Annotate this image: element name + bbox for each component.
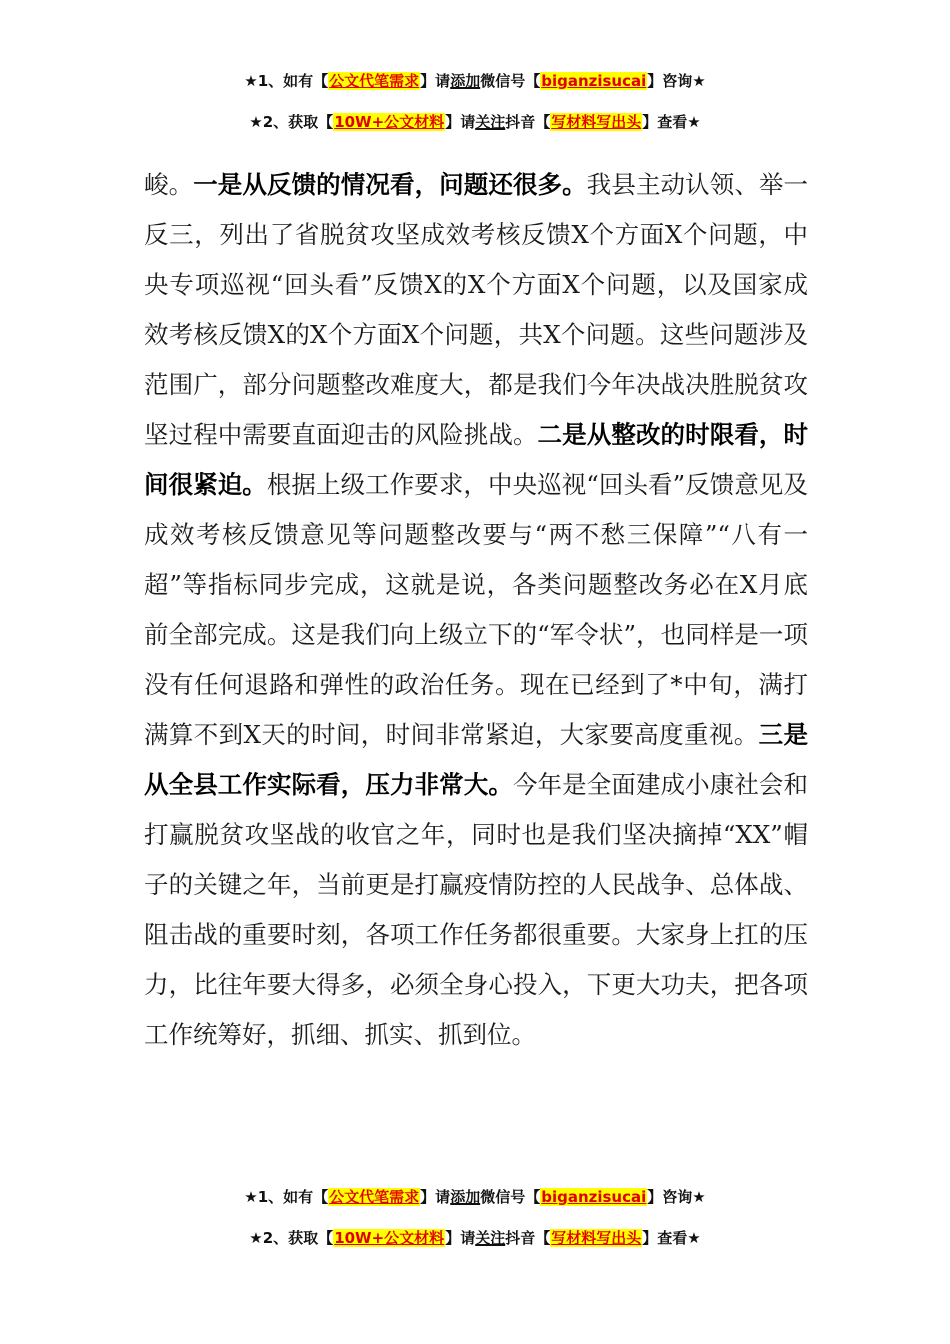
body-text-segment: 今年是全面建成小康社会和打赢脱贫攻坚战的收官之年，同时也是我们坚决摘掉“XX”帽子的关键之年，当前更是打赢疫情防控的人民战争、总体战、阻击战的重要时刻，各项工作任务都很重要。大家身上扛的压力，比往年要大得多，必须全身心投入，下更大功夫，把各项工作统筹好，抓细、抓实、抓到位。 <box>144 770 809 1049</box>
highlight-wechat-id: biganzisucai <box>541 1188 647 1206</box>
banner-text: ★1、如有【 <box>244 72 329 90</box>
banner-text: ★1、如有【 <box>244 1188 329 1206</box>
body-text-segment: 根据上级工作要求，中央巡视“回头看”反馈意见及成效考核反馈意见等问题整改要与“两不愁三保障”“八有一超”等指标同步完成，这就是说，各类问题整改务必在X月底前全部完成。这是我们向上级立下的“军令状”，也同样是一项没有任何退路和弹性的政治任务。现在已经到了*中旬，满打满算不到X天的时间，时间非常紧迫，大家要高度重视。 <box>144 470 808 749</box>
highlight-service: 公文代笔需求 <box>329 72 420 90</box>
banner-text: 抖音【 <box>505 113 551 131</box>
highlight-materials: 10W+公文材料 <box>334 1229 445 1247</box>
highlight-wechat-id: biganzisucai <box>541 72 647 90</box>
body-text-segment: 峻。 <box>144 170 194 199</box>
underlined-text: 关注 <box>475 113 506 131</box>
banner-text: 】请 <box>445 113 476 131</box>
banner-text: 微信号【 <box>480 1188 541 1206</box>
banner-text: 】请 <box>420 72 451 90</box>
banner-text: 】咨询★ <box>647 72 706 90</box>
lead-sentence-3: 三是从全县工作实际看，压力非常大。 <box>144 720 808 799</box>
banner-text: 】查看★ <box>642 113 701 131</box>
bottom-banner-line-2 <box>0 1227 950 1249</box>
bottom-banner-line-1 <box>0 1186 950 1208</box>
underlined-text: 添加 <box>450 72 481 90</box>
banner-text: 】请 <box>445 1229 476 1247</box>
banner-text: 微信号【 <box>480 72 541 90</box>
banner-text: 】咨询★ <box>647 1188 706 1206</box>
highlight-douyin-id: 写材料写出头 <box>551 113 642 131</box>
highlight-service: 公文代笔需求 <box>329 1188 420 1206</box>
banner-text: 】请 <box>420 1188 451 1206</box>
top-banner-line-2 <box>0 111 950 133</box>
highlight-douyin-id: 写材料写出头 <box>551 1229 642 1247</box>
top-banner-line-1 <box>0 70 950 92</box>
lead-sentence-1: 一是从反馈的情况看，问题还很多。 <box>193 170 587 199</box>
banner-text: ★2、获取【 <box>249 113 334 131</box>
highlight-materials: 10W+公文材料 <box>334 113 445 131</box>
banner-text: ★2、获取【 <box>249 1229 334 1247</box>
body-text-segment: 我县主动认领、举一反三，列出了省脱贫攻坚成效考核反馈X个方面X个问题，中央专项巡视“回头看”反馈X的X个方面X个问题，以及国家成效考核反馈X的X个方面X个问题，共X个问题。这些问题涉及范围广，部分问题整改难度大，都是我们今年决战决胜脱贫攻坚过程中需要直面迎击的风险挑战。 <box>144 170 809 449</box>
banner-text: 抖音【 <box>505 1229 551 1247</box>
underlined-text: 关注 <box>475 1229 506 1247</box>
lead-sentence-2: 二是从整改的时限看，时间很紧迫。 <box>144 420 809 499</box>
underlined-text: 添加 <box>450 1188 481 1206</box>
body-paragraph <box>144 160 808 1060</box>
banner-text: 】查看★ <box>642 1229 701 1247</box>
